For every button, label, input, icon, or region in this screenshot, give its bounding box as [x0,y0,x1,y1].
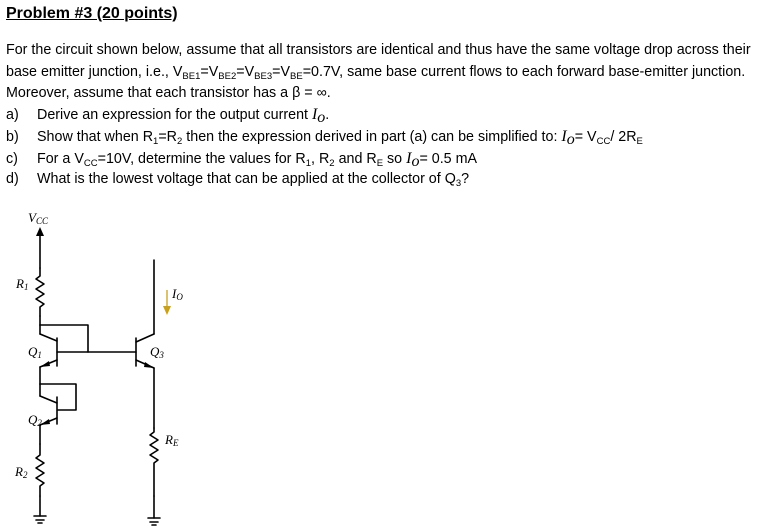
r2-label: R2 [15,464,28,480]
question-a: a) Derive an expression for the output current $I_o$. [6,106,330,126]
r2-resistor [36,444,44,496]
problem-intro: For the circuit shown below, assume that all transistors are identical and thus have the same voltage drop across their base emitter junction, i.e., $V_{BE1}=V_{BE2}=V_{BE3}=V_{BE}=0.7V$, same base current flows to each forward base-emitter junction. Moreover, assume that each transistor has a β = ∞. [6,42,751,101]
question-c: c) For a $V_{CC}=10V$, determine the values for $R_1$, $R_2$ and $R_E$ so $I_o= 0.5$ mA [6,150,478,170]
q1-base-collector-wire [40,325,88,352]
problem-title: Problem #3 (20 points) [6,5,178,22]
question-d: d) What is the lowest voltage that can be applied at the collector of $Q_3$? [6,171,470,189]
r1-resistor [36,268,44,316]
vcc-arrow [36,227,44,236]
vcc-label: VCC [28,210,48,226]
q3-emitter-arrow [144,362,154,368]
circuit-diagram [0,200,260,528]
q3-label: Q3 [150,344,164,360]
re-label: RE [165,432,179,448]
io-arrowhead [163,306,171,315]
io-label: IO [172,286,183,302]
q1-emitter-arrow [40,361,50,367]
q1-label: Q1 [28,344,42,360]
q2-diode-wire [40,384,76,410]
question-b: b) Show that when $R_1=R_2$ then the expression derived in part (a) can be simplified to: $I_o= V_{CC}/$ $2R_E$ [6,128,643,148]
r1-label: R1 [16,276,29,292]
q2-label: Q2 [28,412,42,428]
re-resistor [150,428,158,496]
